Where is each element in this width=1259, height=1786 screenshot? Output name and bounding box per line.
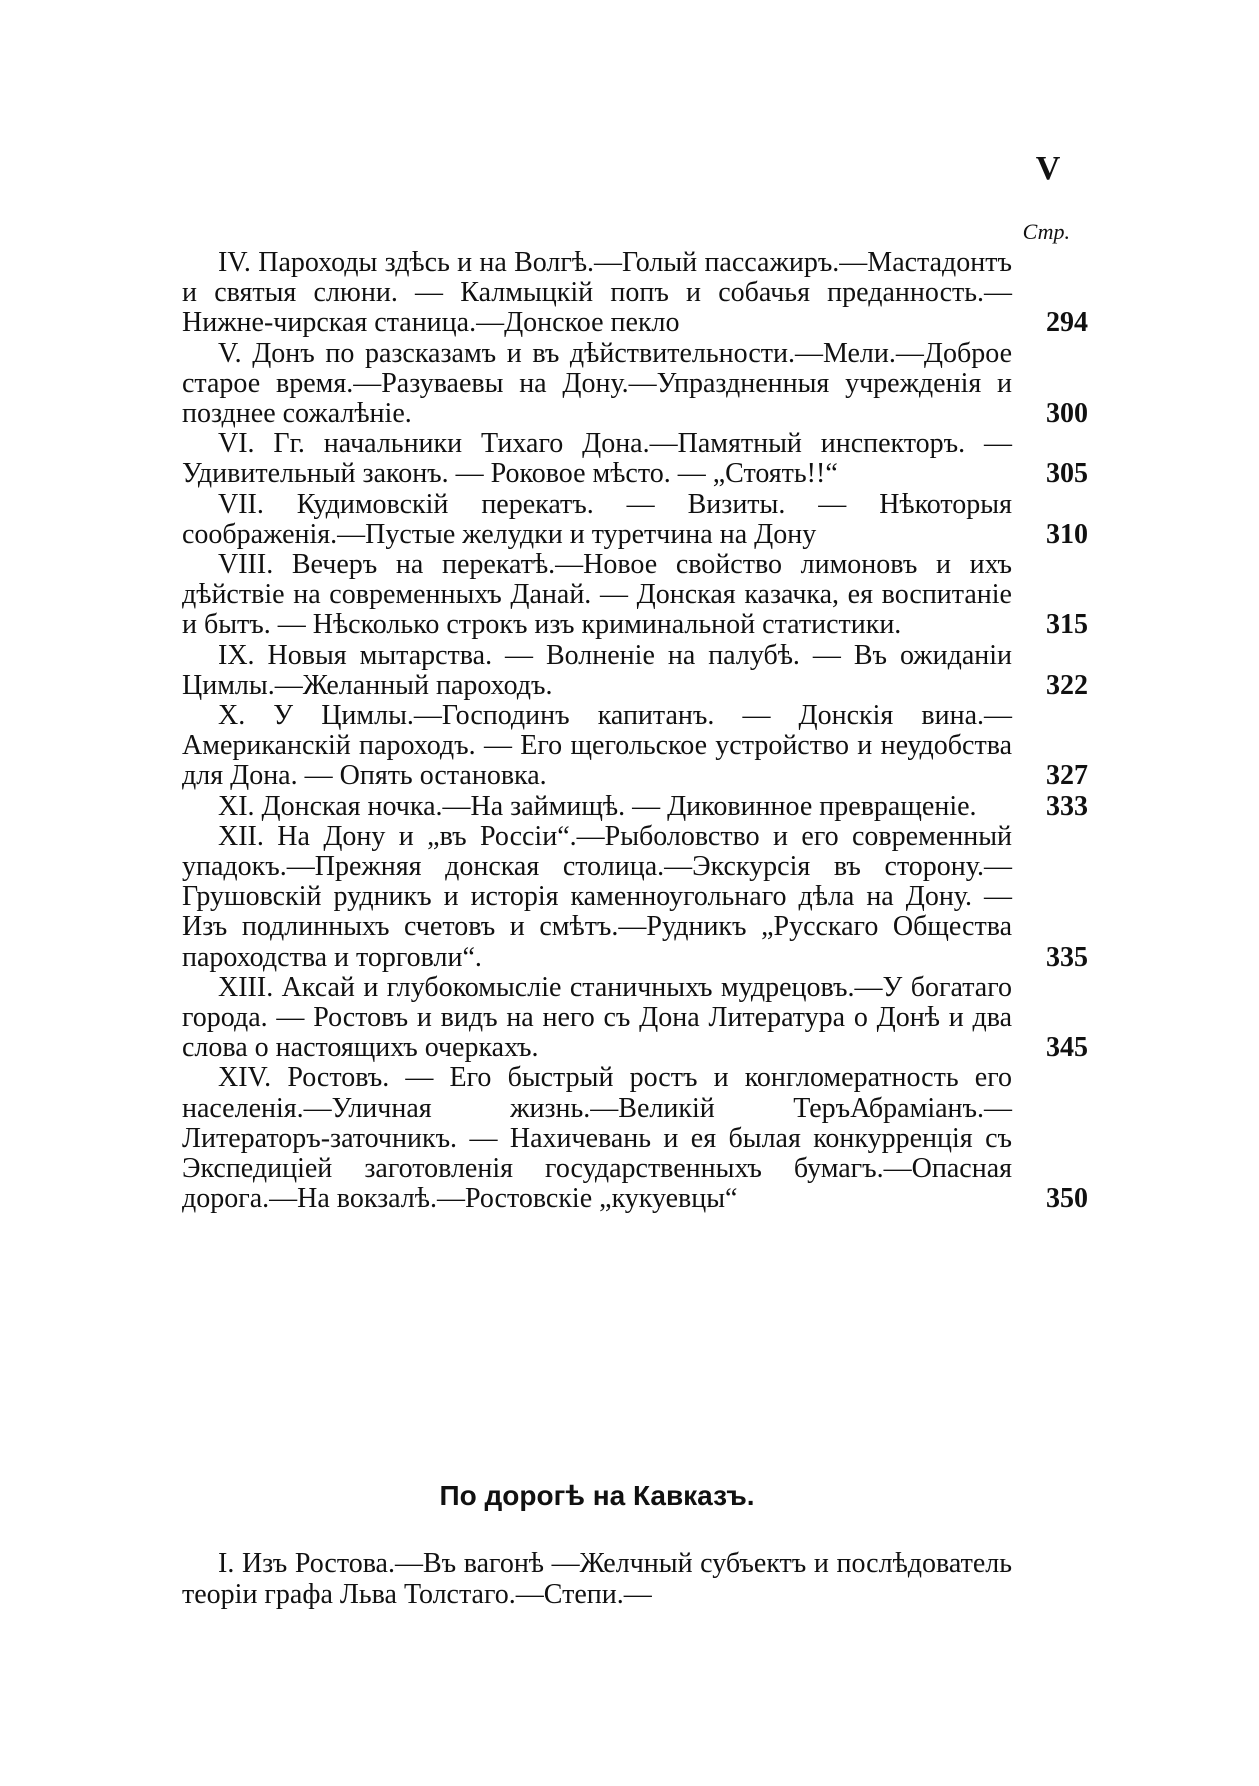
- toc-entry: [182, 550, 1088, 641]
- toc-entry-text: XIII. Аксай и глубокомысліе станичныхъ мудрецовъ.—У богатаго города. — Ростовъ и видъ на него съ Дона Литература о Донѣ и два слова о настоящихъ очеркахъ.: [182, 971, 1012, 1064]
- toc-entry-text: IV. Пароходы здѣсь и на Волгѣ.—Голый пассажиръ.—Мастадонтъ и святыя слюни. — Калмыцкій попъ и собачья преданность.—Нижне-чирская станица.—Донское пекло: [182, 247, 1012, 339]
- toc-entry-text: V. Донъ по разсказамъ и въ дѣйствительности.—Мели.—Доброе старое время.—Разуваевы на Дону.—Упраздненныя учрежденія и позднее сожалѣніе.: [182, 337, 1012, 430]
- section-heading: По дорогѣ на Кавказъ.: [439, 1480, 755, 1511]
- toc-entry-page: 335: [1046, 941, 1088, 973]
- toc-entry-text: IX. Новыя мытарства. — Волненіе на палубѣ. — Въ ожиданіи Цимлы.—Желанный пароходъ.: [182, 639, 1012, 701]
- toc-entry-page: 333: [1046, 790, 1088, 822]
- toc-entry-text: VI. Гг. начальники Тихаго Дона.—Памятный инспекторъ. — Удивительный законъ. — Роковое мѣсто. — „Стоять!!“: [182, 428, 1012, 490]
- toc-entry-page: 294: [1046, 307, 1088, 339]
- toc-entry: [182, 248, 1088, 339]
- toc-entry-text: XII. На Дону и „въ Россіи“.—Рыболовство и его современный упадокъ.—Прежняя донская столица.—Экскурсія въ сторону.—Грушовскій рудникъ и исторія каменноугольнаго дѣла на Дону. — Изъ подлинныхъ счетовъ и смѣтъ.—Рудникъ „Русскаго Общества пароходства и торговли“.: [182, 820, 1012, 973]
- toc-entry-page: 345: [1046, 1032, 1088, 1064]
- toc-entry-text: XIV. Ростовъ. — Его быстрый ростъ и конгломератность его населенія.—Уличная жизнь.—Великій ТеръАбраміанъ.—Литераторъ-заточникъ. — Нахичевань и ея былая конкурренція съ Экспедиціей заготовленія государственныхъ бумагъ.—Опасная дорога.—На вокзалѣ.—Ростовскіе „кукуевцы“: [182, 1062, 1012, 1215]
- toc-entry-page: 310: [1046, 518, 1088, 550]
- toc-entry-page: 350: [1046, 1183, 1088, 1215]
- toc-entry-page: 305: [1046, 458, 1088, 490]
- section-first-entry: I. Изъ Ростова.—Въ вагонѣ —Желчный субъектъ и послѣдователь теоріи графа Льва Толстаго.—Степи.—: [182, 1548, 1012, 1610]
- toc-entry: [182, 822, 1088, 973]
- page-column-label: Стр.: [1022, 219, 1070, 244]
- toc-entry-page: 327: [1046, 760, 1088, 792]
- toc-entry-text: VII. Кудимовскій перекатъ. — Визиты. — Нѣкоторыя соображенія.—Пустые желудки и туретчина на Дону: [182, 488, 1012, 550]
- toc-entry: [182, 429, 1088, 489]
- toc-entry: [182, 792, 1088, 822]
- toc-entry: [182, 641, 1088, 701]
- toc-entry-page: 315: [1046, 609, 1088, 641]
- toc-entry-text: XI. Донская ночка.—На займищѣ. — Диковинное превращеніе.: [218, 790, 977, 822]
- toc-entry-page: 322: [1046, 669, 1088, 701]
- toc-entry: [182, 701, 1088, 792]
- toc-entry-page: 300: [1046, 398, 1088, 430]
- table-of-contents: [182, 248, 1088, 1215]
- toc-entry: [182, 1063, 1088, 1214]
- toc-entry-text: VIII. Вечеръ на перекатѣ.—Новое свойство лимоновъ и ихъ дѣйствіе на современныхъ Данай. — Донская казачка, ея воспитаніе и бытъ. — Нѣсколько строкъ изъ криминальной статистики.: [182, 549, 1012, 641]
- toc-entry-text: X. У Цимлы.—Господинъ капитанъ. — Донскія вина.—Американскій пароходъ. — Его щегольское устройство и неудобства для Дона. — Опять остановка.: [182, 700, 1012, 792]
- toc-entry: [182, 339, 1088, 430]
- toc-entry: [182, 490, 1088, 550]
- toc-entry: [182, 973, 1088, 1064]
- page-number: V: [1035, 150, 1061, 187]
